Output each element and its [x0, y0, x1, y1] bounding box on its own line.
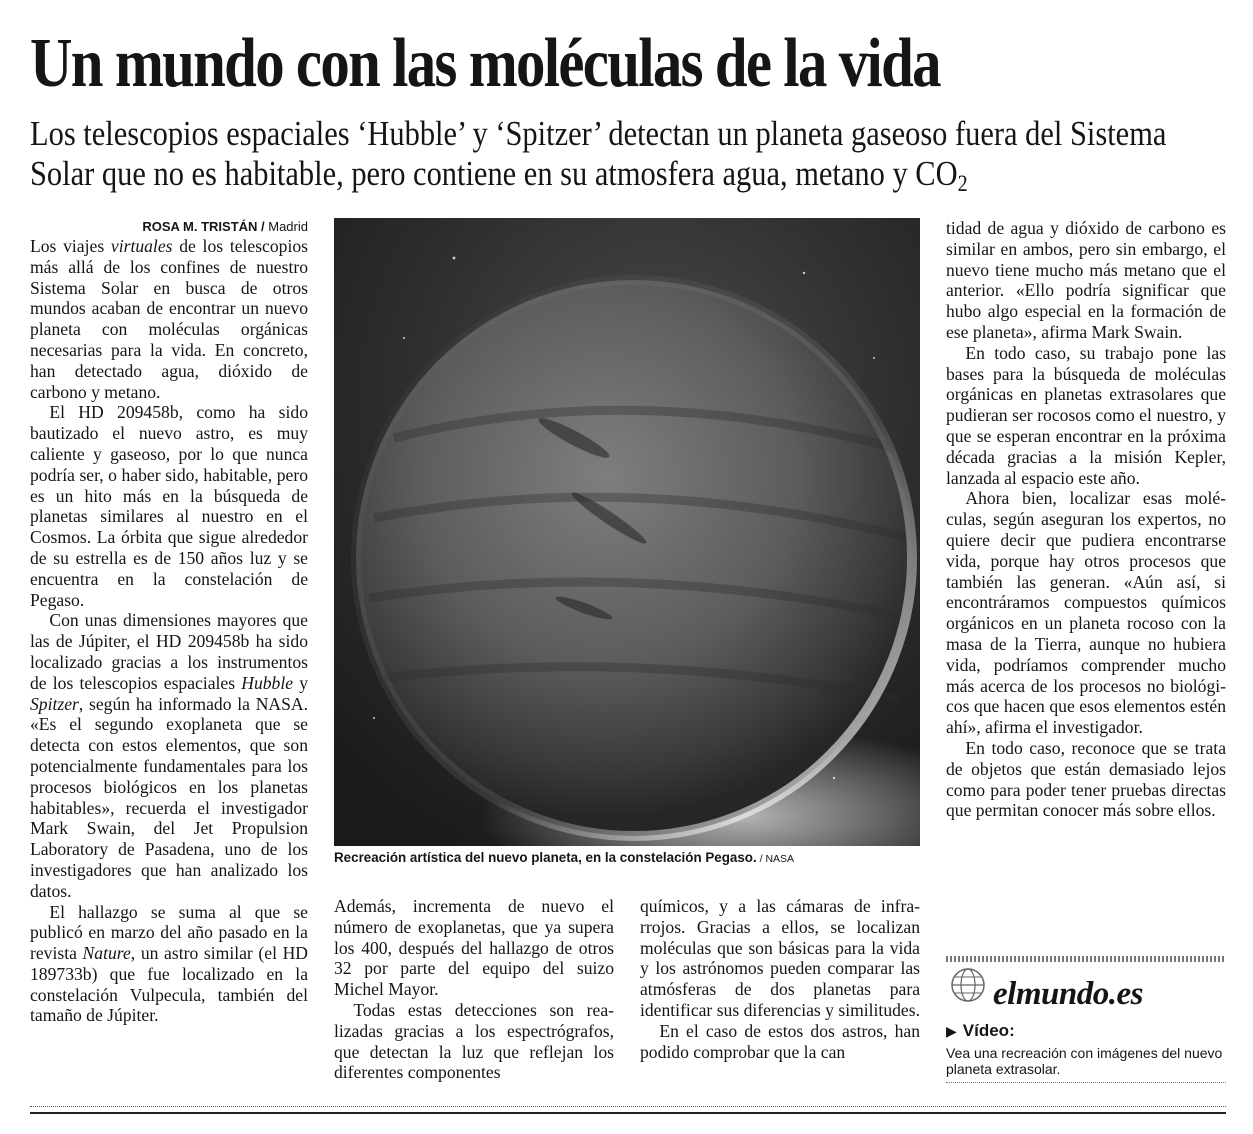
italic-term: Hubble	[241, 672, 294, 693]
italic-term: Spitzer	[30, 693, 79, 714]
text-run: , un astro similar (el HD 189733b) que fue localizado en la constelación Vulpecula, también del tamaño de Júpiter.	[30, 943, 309, 1026]
page-bottom-rule	[30, 1112, 1226, 1114]
text-run: de los telescopios más allá de los confines de nuestro Sistema Solar en busca de otros mundos acaban de encontrar un nuevo planeta con moléculas orgánicas necesarias para la vida. En concreto, han detectado agua, dióxido de carbono y metano.	[30, 236, 308, 402]
video-link[interactable]	[946, 1021, 1015, 1041]
byline	[30, 218, 308, 236]
caption-text: Recreación artística del nuevo planeta, en la constelación Pegaso.	[334, 850, 757, 865]
paragraph: Todas estas detecciones son realizadas gracias a los espectrógrafos, que detectan la luz que reflejan los diferentes componentes	[334, 999, 614, 1083]
paragraph	[30, 610, 308, 901]
text-run: Con unas dimensiones mayores que las de Júpiter, el HD 209458b ha sido localizado gracias a los instrumentos de los telescopios espaciales	[30, 610, 308, 693]
column-3	[640, 896, 920, 1062]
italic-term: virtuales	[110, 236, 173, 256]
paragraph: El HD 209458b, como ha sido bautizado el nuevo astro, es muy caliente y gaseoso, por lo que nunca podría ser, o haber sido, habitable, pero es un hito más en la búsqueda de planetas similares al nuestro en el Cosmos. La órbita que sigue alrededor de su estrella es de 150 años luz y se encuentra en la constelación de Pegaso.	[30, 402, 308, 610]
photo-credit: / NASA	[756, 853, 795, 865]
subhead-text: Los telescopios espaciales ‘Hubble’ y ‘Spitzer’ detectan un planeta gaseoso fuera del Sistema Solar que no es habitable, pero contiene en su atmosfera agua, metano y CO	[30, 114, 1167, 193]
paragraph: Además, incrementa de nuevo el número de exoplanetas, que ya supera los 400, después del hallazgo de otros 32 por parte del equipo del suizo Michel Mayor.	[334, 896, 614, 1000]
italic-term: Nature	[82, 943, 131, 964]
page-bottom-dotted-rule	[30, 1106, 1226, 1107]
planet-illustration	[334, 218, 920, 846]
video-description: Vea una recreación con imágenes del nuevo planeta extrasolar.	[946, 1045, 1223, 1077]
paragraph: químicos, y a las cámaras de infrarrojos. Gracias a ellos, se localizan moléculas que son básicas para la vida y los astrónomos pueden comparar las atmósferas de dos planetas para identificar sus diferencias y similitudes.	[640, 896, 920, 1020]
promo-divider	[946, 956, 1226, 962]
paragraph: Ahora bien, localizar esas moléculas, según aseguran los expertos, no quiere decir que pudiera encontrarse vida, porque hay otros procesos que también las generan. «Aún así, si encontráramos compuestos químicos orgánicos en un planeta rocoso con la masa de la Tierra, aunque no hubiera vida, podríamos comprender mucho más acerca de los procesos no biológicos que hacen que esos elementos estén ahí», afirma el investigador.	[946, 488, 1226, 738]
play-arrow-icon: ▶	[946, 1023, 957, 1039]
paragraph	[30, 902, 308, 1027]
elmundo-brand-link[interactable]: elmundo.es	[993, 976, 1143, 1012]
subheadline	[30, 114, 1196, 194]
text-run: El hallazgo se suma al que se publicó en marzo del año pasado en la revista	[30, 901, 308, 964]
video-label: Vídeo:	[962, 1021, 1015, 1040]
globe-icon	[950, 967, 986, 1003]
headline: Un mundo con las moléculas de la vida	[30, 25, 940, 102]
text-run: , según ha informado la NASA. «Es el segundo exoplaneta que se detecta con estos elementos, que son potencialmente fundamentales para los procesos biológicos en los planetas habitables», recuerda el investigador Mark Swain, del Jet Propulsion Laboratory de Pasadena, uno de los investigadores que han analizado los datos.	[30, 693, 308, 901]
column-2	[334, 896, 614, 1083]
planet-photo	[334, 218, 920, 846]
byline-place: Madrid	[264, 219, 308, 234]
promo-bottom-rule	[946, 1082, 1226, 1083]
paragraph: tidad de agua y dióxido de carbono es similar en ambos, pero sin embargo, el nuevo tiene mucho más metano que el anterior. «Ello podría significar que hubo algo especial en la formación de ese planeta», afirma Mark Swain.	[946, 218, 1226, 342]
paragraph: En el caso de estos dos astros, han podido comprobar que la can	[640, 1020, 920, 1062]
photo-caption	[334, 850, 934, 865]
column-1	[30, 218, 308, 1026]
paragraph: En todo caso, su trabajo pone las bases para la búsqueda de moléculas orgánicas en planetas extrasolares que pudieran ser rocosos como el nuestro, y que se esperan encontrar en la próxima década gracias a la misión Kepler, lanzada al espacio este año.	[946, 342, 1226, 488]
subhead-subscript: 2	[957, 171, 968, 196]
byline-author: ROSA M. TRISTÁN /	[142, 219, 265, 234]
paragraph	[30, 236, 308, 402]
text-run: Los viajes	[30, 236, 111, 256]
paragraph: En todo caso, reconoce que se trata de objetos que están demasiado lejos como para poder tener pruebas directas que permitan conocer más sobre ellos.	[946, 737, 1226, 821]
column-4	[946, 218, 1226, 821]
text-run: y	[293, 672, 308, 693]
